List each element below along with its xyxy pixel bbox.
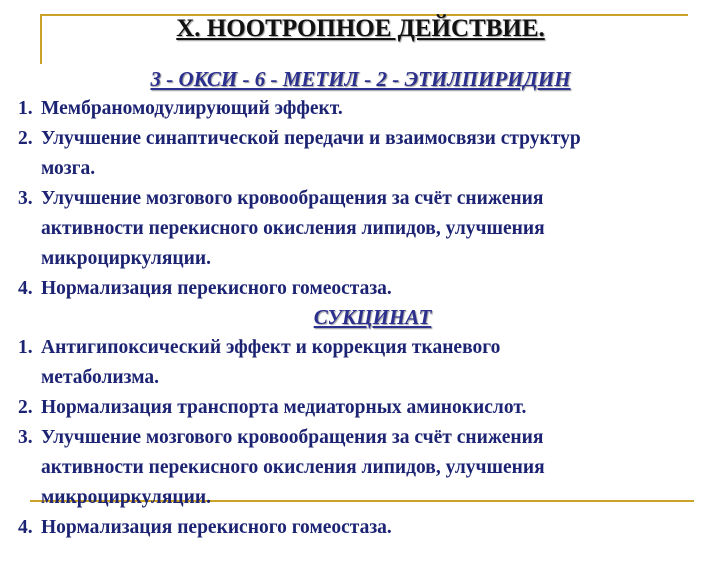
item-line: Улучшение мозгового кровообращения за счёт снижения [41, 427, 544, 448]
item-number: 1. [18, 98, 33, 119]
list-item [18, 94, 718, 124]
item-text [41, 124, 718, 184]
section2-heading: СУКЦИНАТ [313, 305, 432, 329]
item-line: Нормализация транспорта медиаторных аминокислот. [41, 397, 527, 418]
item-number: 2. [18, 397, 33, 418]
item-text [41, 184, 718, 274]
item-number: 3. [18, 188, 33, 209]
page-title: X. НООТРОПНОЕ ДЕЙСТВИЕ. [176, 15, 545, 42]
item-number: 3. [18, 427, 33, 448]
item-number: 4. [18, 517, 33, 538]
item-line: Мембраномодулирующий эффект. [41, 98, 343, 119]
list-item [18, 333, 718, 393]
item-number: 4. [18, 278, 33, 299]
section2-list [18, 333, 718, 543]
item-line: Антигипоксический эффект и коррекция тканевого [41, 337, 501, 358]
list-item [18, 124, 718, 184]
item-line: активности перекисного окисления липидов, улучшения [41, 218, 545, 239]
item-line: Нормализация перекисного гомеостаза. [41, 517, 392, 538]
item-line: Улучшение синаптической передачи и взаимосвязи структур [41, 128, 581, 149]
item-text [41, 423, 718, 513]
item-line: микроциркуляции. [41, 248, 211, 269]
item-number: 2. [18, 128, 33, 149]
item-line: Улучшение мозгового кровообращения за счёт снижения [41, 188, 544, 209]
item-text [41, 94, 718, 124]
item-number: 1. [18, 337, 33, 358]
list-item [18, 184, 718, 274]
item-line: активности перекисного окисления липидов, улучшения [41, 457, 545, 478]
item-text [41, 274, 718, 304]
list-item [18, 393, 718, 423]
section1-list [18, 94, 718, 304]
item-line: Нормализация перекисного гомеостаза. [41, 278, 392, 299]
item-line: микроциркуляции. [41, 487, 211, 508]
list-item [18, 513, 718, 543]
item-line: метаболизма. [41, 367, 159, 388]
section1-heading: 3 - ОКСИ - 6 - МЕТИЛ - 2 - ЭТИЛПИРИДИН [150, 67, 571, 91]
item-text [41, 393, 718, 423]
item-text [41, 333, 718, 393]
list-item [18, 274, 718, 304]
item-line: мозга. [41, 158, 96, 179]
item-text [41, 513, 718, 543]
list-item [18, 423, 718, 513]
